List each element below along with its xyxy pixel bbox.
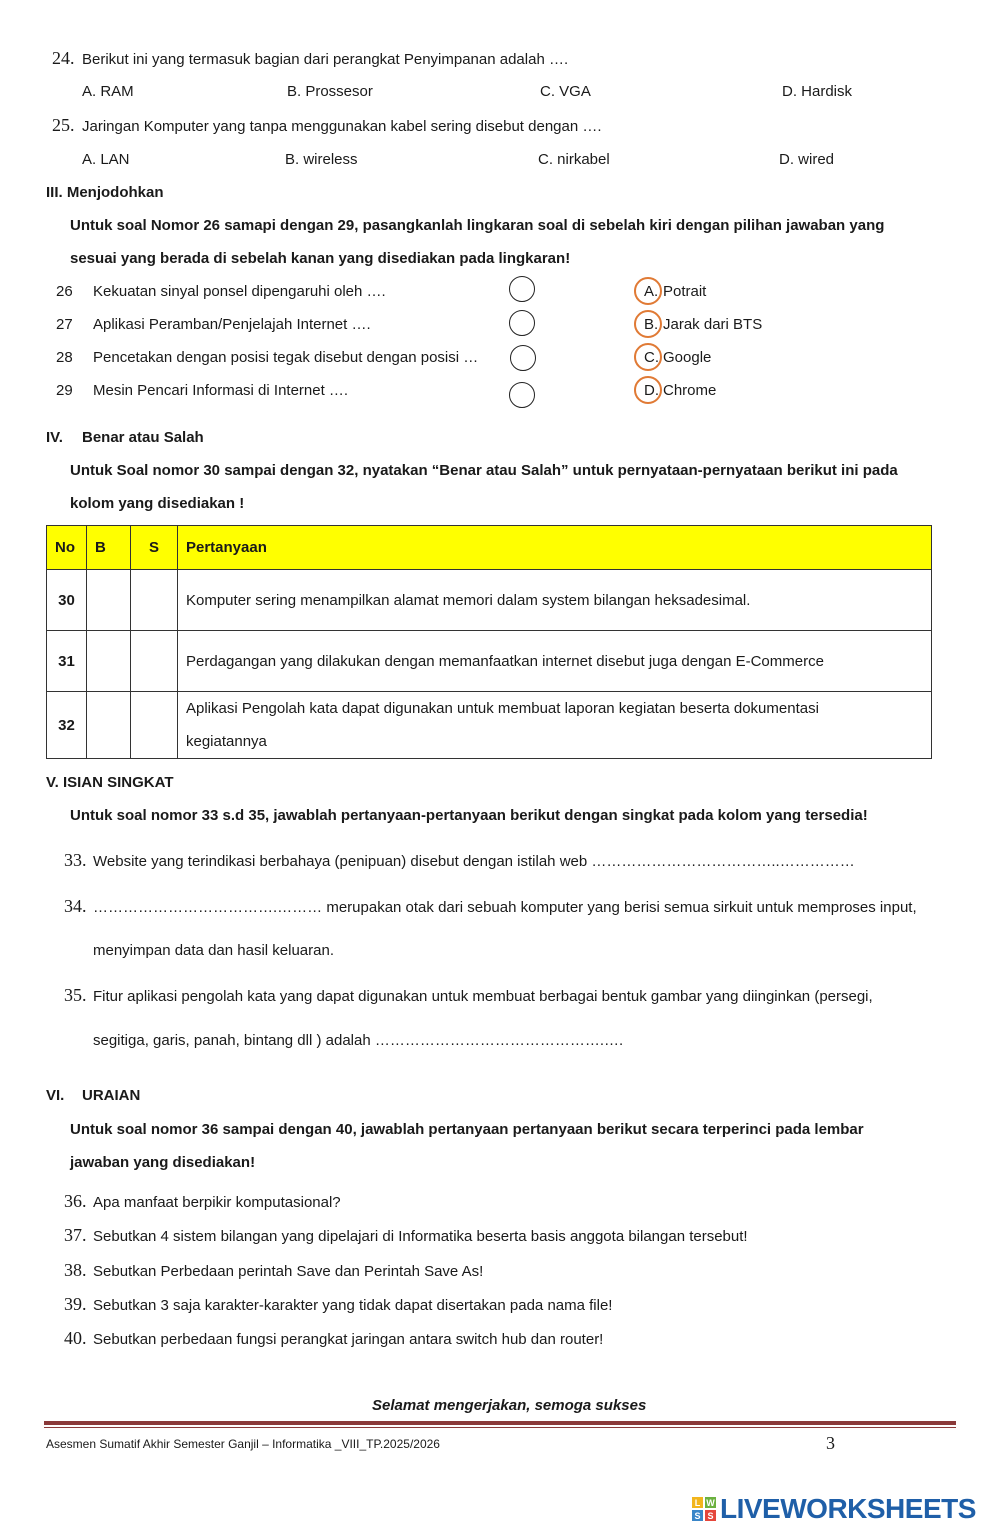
question-number: 38. xyxy=(64,1260,87,1280)
section-number: IV. xyxy=(46,429,63,446)
match-option-text: Chrome xyxy=(663,382,717,399)
question-text: menyimpan data dan hasil keluaran. xyxy=(93,942,334,959)
question-text: Apa manfaat berpikir komputasional? xyxy=(93,1194,341,1211)
question-text: Sebutkan Perbedaan perintah Save dan Perintah Save As! xyxy=(93,1263,484,1280)
row-question-line: kegiatannya xyxy=(186,733,267,750)
option-b: B. wireless xyxy=(285,151,358,168)
row-question xyxy=(178,692,932,759)
match-option-letter: D. xyxy=(644,382,659,399)
section-number: VI. xyxy=(46,1087,65,1104)
match-answer-circle[interactable] xyxy=(509,382,535,408)
row-question: Perdagangan yang dilakukan dengan memanfaatkan internet disebut juga dengan E-Commerce xyxy=(178,631,932,692)
match-number: 27 xyxy=(56,316,73,333)
question-text: Fitur aplikasi pengolah kata yang dapat digunakan untuk membuat berbagai bentuk gambar yang diinginkan (persegi, xyxy=(93,988,873,1005)
match-number: 29 xyxy=(56,382,73,399)
option-c: C. nirkabel xyxy=(538,151,610,168)
question-text: Berikut ini yang termasuk bagian dari perangkat Penyimpanan adalah …. xyxy=(82,51,569,68)
section-heading: III. Menjodohkan xyxy=(46,184,164,201)
section-heading: V. ISIAN SINGKAT xyxy=(46,774,174,791)
question-text: Website yang terindikasi berbahaya (penipuan) disebut dengan istilah web ………………………………..…………… xyxy=(93,853,855,870)
page-number: 3 xyxy=(826,1433,835,1453)
header-question: Pertanyaan xyxy=(178,526,932,570)
match-question: Pencetakan dengan posisi tegak disebut dengan posisi … xyxy=(93,349,479,366)
match-option-letter: A. xyxy=(644,283,659,300)
row-number: 31 xyxy=(47,631,87,692)
question-text: ……………………………….……… merupakan otak dari sebuah komputer yang berisi semua sirkuit untuk memproses input, xyxy=(93,899,917,916)
option-d: D. Hardisk xyxy=(782,83,853,100)
row-question: Komputer sering menampilkan alamat memori dalam system bilangan heksadesimal. xyxy=(178,570,932,631)
question-number: 40. xyxy=(64,1328,87,1348)
header-no: No xyxy=(47,526,87,570)
answer-cell-s[interactable] xyxy=(131,570,178,631)
table-row xyxy=(47,631,932,692)
match-question: Kekuatan sinyal ponsel dipengaruhi oleh …. xyxy=(93,283,386,300)
section-instruction: Untuk Soal nomor 30 sampai dengan 32, nyatakan “Benar atau Salah” untuk pernyataan-pernyataan berikut ini pada xyxy=(70,462,898,479)
question-text: Sebutkan 4 sistem bilangan yang dipelajari di Informatika beserta basis anggota bilangan tersebut! xyxy=(93,1228,748,1245)
question-number: 34. xyxy=(64,896,87,916)
match-option-text: Potrait xyxy=(663,283,707,300)
closing-message: Selamat mengerjakan, semoga sukses xyxy=(372,1397,647,1414)
match-option-letter: C. xyxy=(644,349,659,366)
match-answer-circle[interactable] xyxy=(510,345,536,371)
section-instruction: sesuai yang berada di sebelah kanan yang disediakan pada lingkaran! xyxy=(70,250,571,267)
match-answer-circle[interactable] xyxy=(509,276,535,302)
option-a: A. LAN xyxy=(82,151,130,168)
header-s: S xyxy=(131,526,178,570)
option-d: D. wired xyxy=(779,151,835,168)
match-option-text: Jarak dari BTS xyxy=(663,316,763,333)
true-false-table xyxy=(46,525,932,759)
answer-cell-s[interactable] xyxy=(131,692,178,759)
section-instruction: Untuk soal nomor 33 s.d 35, jawablah pertanyaan-pertanyaan berikut dengan singkat pada kolom yang tersedia! xyxy=(70,807,868,824)
liveworksheets-logo xyxy=(692,1494,976,1524)
section-heading: URAIAN xyxy=(82,1087,141,1104)
question-number: 36. xyxy=(64,1191,87,1211)
row-number: 30 xyxy=(47,570,87,631)
table-row xyxy=(47,570,932,631)
row-question-line: Aplikasi Pengolah kata dapat digunakan untuk membuat laporan kegiatan beserta dokumentasi xyxy=(186,700,819,717)
match-number: 26 xyxy=(56,283,73,300)
question-text: Sebutkan perbedaan fungsi perangkat jaringan antara switch hub dan router! xyxy=(93,1331,604,1348)
section-instruction: Untuk soal nomor 36 sampai dengan 40, jawablah pertanyaan pertanyaan berikut secara terperinci pada lembar xyxy=(70,1121,864,1138)
logo-icon: L W S S xyxy=(692,1497,716,1521)
table-header-row xyxy=(47,526,932,570)
question-number: 24. xyxy=(52,48,75,68)
question-text: segitiga, garis, panah, bintang dll ) adalah ……………………………………….…. xyxy=(93,1032,624,1049)
option-b: B. Prossesor xyxy=(287,83,373,100)
question-number: 33. xyxy=(64,850,87,870)
match-number: 28 xyxy=(56,349,73,366)
question-number: 37. xyxy=(64,1225,87,1245)
question-number: 35. xyxy=(64,985,87,1005)
section-instruction: Untuk soal Nomor 26 samapi dengan 29, pasangkanlah lingkaran soal di sebelah kiri dengan pilihan jawaban yang xyxy=(70,217,885,234)
match-question: Aplikasi Peramban/Penjelajah Internet …. xyxy=(93,316,371,333)
match-option-text: Google xyxy=(663,349,712,366)
question-number: 39. xyxy=(64,1294,87,1314)
row-number: 32 xyxy=(47,692,87,759)
footer-rule xyxy=(44,1421,956,1425)
match-answer-circle[interactable] xyxy=(509,310,535,336)
match-question: Mesin Pencari Informasi di Internet …. xyxy=(93,382,349,399)
header-b: B xyxy=(87,526,131,570)
answer-cell-s[interactable] xyxy=(131,631,178,692)
answer-cell-b[interactable] xyxy=(87,570,131,631)
footer-text: Asesmen Sumatif Akhir Semester Ganjil – Informatika _VIII_TP.2025/2026 xyxy=(46,1437,440,1451)
option-a: A. RAM xyxy=(82,83,134,100)
question-text: Sebutkan 3 saja karakter-karakter yang tidak dapat disertakan pada nama file! xyxy=(93,1297,613,1314)
question-text: Jaringan Komputer yang tanpa menggunakan kabel sering disebut dengan …. xyxy=(82,118,602,135)
section-instruction: kolom yang disediakan ! xyxy=(70,495,245,512)
footer-rule-thin xyxy=(44,1427,956,1428)
match-option-letter: B. xyxy=(644,316,659,333)
question-number: 25. xyxy=(52,115,75,135)
section-heading: Benar atau Salah xyxy=(82,429,204,446)
answer-cell-b[interactable] xyxy=(87,692,131,759)
logo-text: LIVEWORKSHEETS xyxy=(720,1493,976,1524)
answer-cell-b[interactable] xyxy=(87,631,131,692)
section-instruction: jawaban yang disediakan! xyxy=(70,1154,256,1171)
option-c: C. VGA xyxy=(540,83,591,100)
table-row xyxy=(47,692,932,759)
